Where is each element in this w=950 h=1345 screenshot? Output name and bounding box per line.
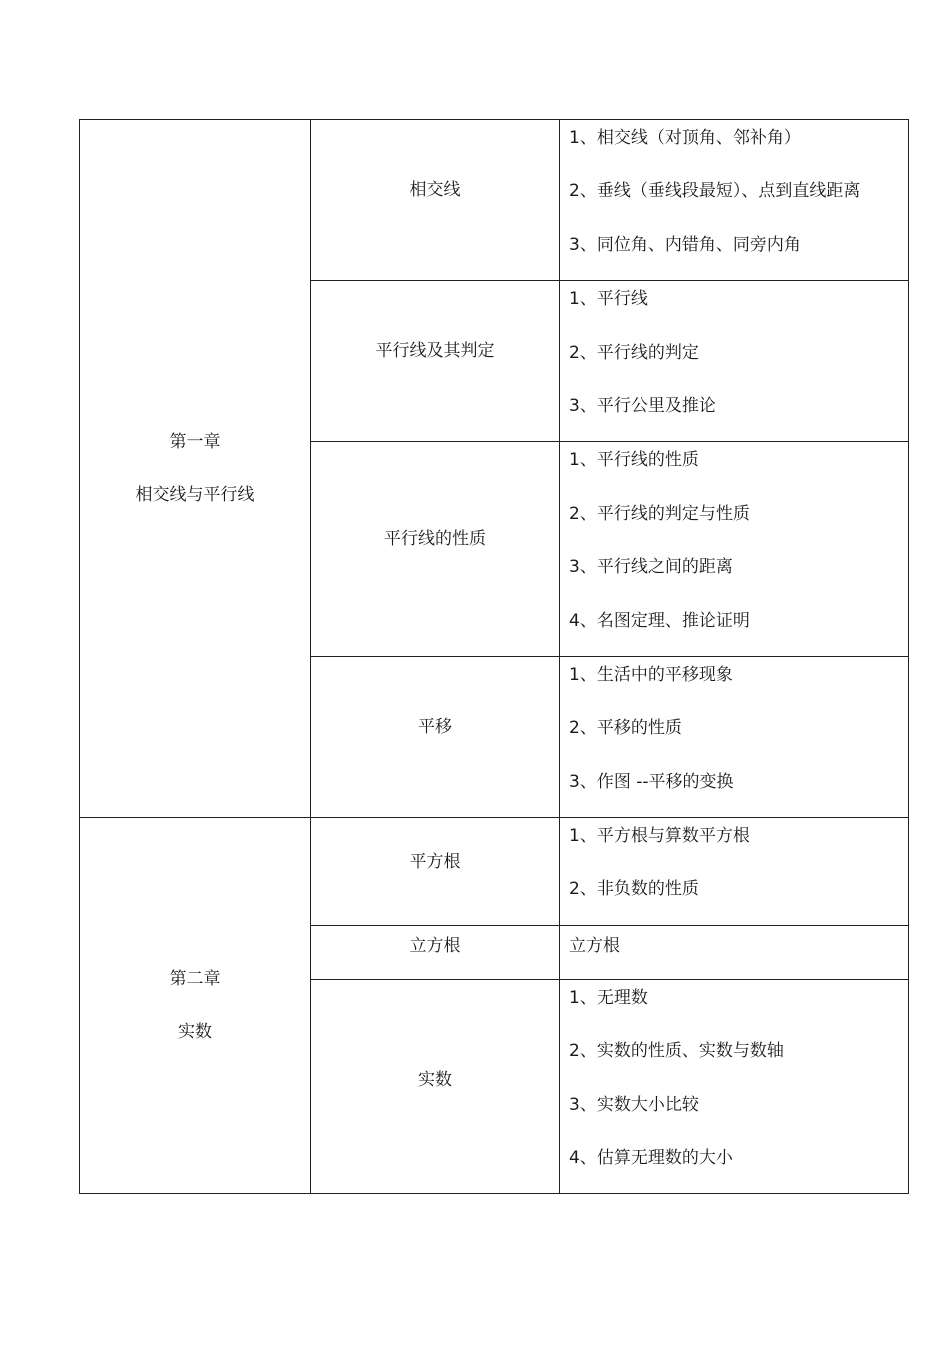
chapter-cell: [80, 120, 311, 818]
list-item: 1、平方根与算数平方根: [569, 826, 750, 847]
topic-list: [560, 980, 908, 1194]
table-row: [80, 120, 909, 281]
items-cell: [560, 818, 909, 926]
section-cell: [311, 120, 560, 281]
chapter-cell: [80, 818, 311, 1194]
list-item: 2、平行线的判定: [569, 342, 699, 363]
list-item: 1、生活中的平移现象: [569, 664, 733, 685]
chapter-subtitle: 实数: [178, 1021, 212, 1042]
chapter-subtitle: 相交线与平行线: [135, 484, 255, 505]
items-cell: [560, 120, 909, 281]
list-item: 3、平行线之间的距离: [569, 557, 733, 578]
topic-list: [560, 120, 908, 280]
topic-list: [560, 926, 908, 979]
topic-list: [560, 281, 908, 441]
list-item: 3、实数大小比较: [569, 1094, 699, 1115]
section-cell: [311, 442, 560, 657]
list-item: 4、名图定理、推论证明: [569, 610, 750, 631]
items-cell: [560, 925, 909, 979]
section-name: 相交线: [409, 180, 461, 200]
list-item: 1、相交线（对顶角、邻补角）: [569, 128, 801, 148]
list-item: 立方根: [569, 935, 620, 956]
list-item: 1、平行线的性质: [569, 450, 699, 471]
items-cell: [560, 979, 909, 1194]
list-item: 3、同位角、内错角、同旁内角: [569, 234, 801, 255]
items-cell: [560, 281, 909, 442]
items-cell: [560, 442, 909, 657]
section-name: 平行线及其判定: [375, 341, 495, 362]
list-item: 1、平行线: [569, 289, 648, 310]
list-item: 3、平行公里及推论: [569, 395, 716, 416]
section-cell: [311, 818, 560, 926]
chapter-title: 第二章: [169, 968, 221, 989]
list-item: 3、作图 --平移的变换: [569, 771, 734, 792]
section-name: 立方根: [409, 935, 461, 956]
list-item: 4、估算无理数的大小: [569, 1148, 733, 1169]
list-item: 2、平行线的判定与性质: [569, 503, 750, 524]
section-cell: [311, 979, 560, 1194]
table-row: [80, 818, 909, 926]
section-cell: [311, 281, 560, 442]
section-name: 平移: [418, 716, 452, 737]
list-item: 2、平移的性质: [569, 718, 682, 739]
chapter-title: 第一章: [169, 431, 221, 452]
section-name: 平方根: [409, 852, 461, 873]
topic-list: [560, 442, 908, 656]
list-item: 1、无理数: [569, 987, 648, 1008]
section-cell: [311, 925, 560, 979]
list-item: 2、非负数的性质: [569, 879, 699, 900]
section-name: 平行线的性质: [384, 529, 486, 550]
items-cell: [560, 656, 909, 817]
list-item: 2、实数的性质、实数与数轴: [569, 1041, 784, 1062]
section-name: 实数: [418, 1069, 452, 1090]
section-cell: [311, 656, 560, 817]
topic-list: [560, 657, 908, 817]
topic-list: [560, 818, 908, 925]
chapter-outline-table: [79, 119, 909, 1194]
list-item: 2、垂线（垂线段最短）、点到直线距离: [569, 181, 861, 202]
